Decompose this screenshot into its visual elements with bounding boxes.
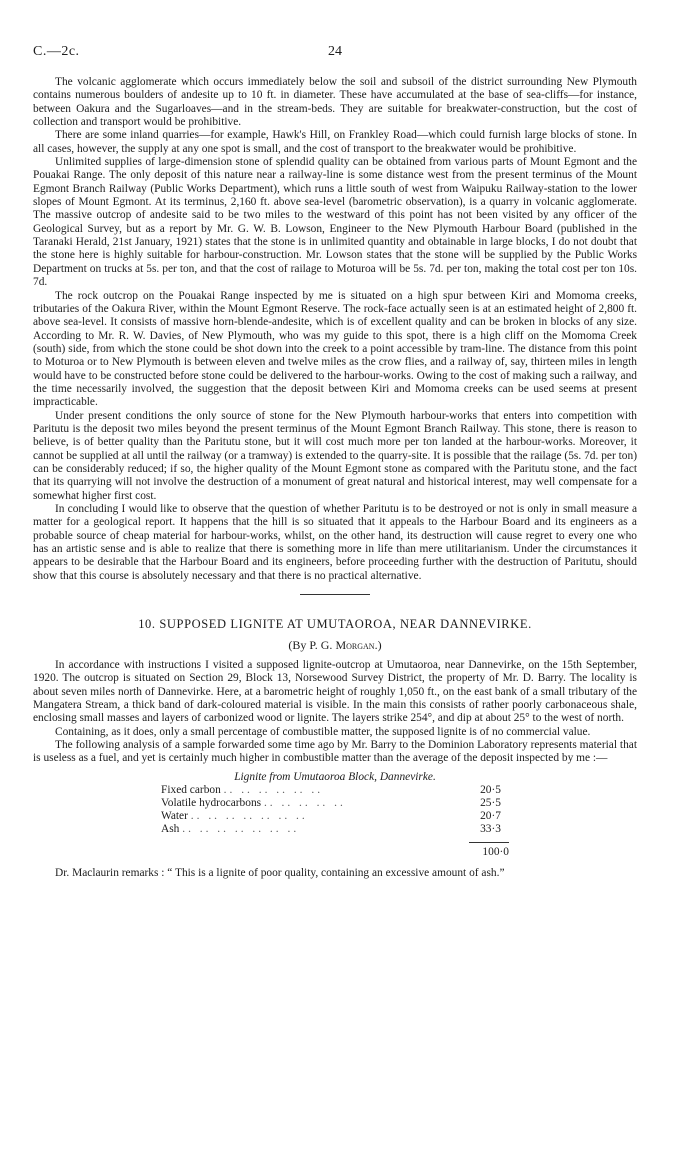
byline-author: Morgan xyxy=(335,638,375,653)
analysis-label: Water xyxy=(161,809,188,822)
analysis-value: 20·7 xyxy=(480,809,501,822)
paragraph-inland-quarries: There are some inland quarries—for example, Hawk's Hill, on Frankley Road—which could furnish large blocks of stone. In all cases, however, the supply at any one spot is small, and the cost of transport to the breakwater would be prohibitive. xyxy=(33,129,637,155)
table-row: Volatile hydrocarbons .. .. .. .. .. 25·5 xyxy=(161,796,501,809)
report-body-part2 xyxy=(33,659,637,766)
page-header xyxy=(33,44,637,66)
analysis-value: 25·5 xyxy=(480,796,501,809)
paragraph-conclusion: In concluding I would like to observe that the question of whether Paritutu is to be destroyed or not is only in small measure a matter for a geological report. It happens that the hill is so situated that it appeals to the Harbour Board and its engineers as a probable source of cheap material for harbour-works, whilst, on the other hand, its destruction will cause regret to every one who has an artistic sense and is able to realize that there is something more in life than mere utilitarianism. Under the circumstances it appears to be desirable that the Harbour Board and its engineers, before proceeding further with the destruction of Paritutu, should show that this course is absolutely necessary and that there is no practical alternative. xyxy=(33,503,637,582)
table-row: Fixed carbon .. .. .. .. .. .. 20·5 xyxy=(161,783,501,796)
table-row: Water .. .. .. .. .. .. .. 20·7 xyxy=(161,809,501,822)
analysis-value: 33·3 xyxy=(480,822,501,835)
section-byline xyxy=(33,638,637,653)
analysis-label: Ash xyxy=(161,822,180,835)
analysis-table xyxy=(161,784,501,836)
analysis-value: 20·5 xyxy=(480,783,501,796)
document-page xyxy=(33,44,637,880)
byline-suffix: .) xyxy=(374,638,382,653)
page-number: 24 xyxy=(328,44,342,59)
document-reference: C.—2c. xyxy=(33,44,80,59)
paragraph-commercial-value: Containing, as it does, only a small percentage of combustible matter, the supposed lignite is of no commercial value. xyxy=(55,725,591,738)
analysis-label: Fixed carbon xyxy=(161,783,221,796)
table-row: Ash .. .. .. .. .. .. .. 33·3 xyxy=(161,822,501,835)
paragraph-visit: In accordance with instructions I visited a supposed lignite-outcrop at Umutaoroa, near Dannevirke, on the 15th September, 1920. The outcrop is situated on Section 29, Block 13, Norsewood Survey District, the property of Mr. D. Barry. The locality is about seven miles north of Dannevirke. Here, at a barometric height of roughly 1,050 ft., on the east bank of a small tributary of the Mangatera Stream, a thick band of dark-coloured material is visible. In the main this consists of rather poorly carbonaceous shale, enclosing small masses and layers of carbonized wood or lignite. The layers strike 254°, and dip at about 25° to the west of north. xyxy=(33,659,637,725)
section-divider xyxy=(300,594,370,595)
analysis-caption: Lignite from Umutaoroa Block, Dannevirke. xyxy=(234,770,436,783)
paragraph-agglomerate: The volcanic agglomerate which occurs immediately below the soil and subsoil of the district surrounding New Plymouth contains numerous boulders of andesite up to 10 ft. in diameter. These have accumulated at the base of sea-cliffs—for instance, between Oakura and the Sugarloaves—and in the stream-beds. They are suitable for breakwater-construction, but the cost of collection and transport would be prohibitive. xyxy=(33,76,637,129)
paragraph-mount-egmont: Unlimited supplies of large-dimension stone of splendid quality can be obtained from various parts of Mount Egmont and the Pouakai Range. The only deposit of this nature near a railway-line is some distance west from the present terminus of the Mount Egmont Branch Railway (Public Works Department), which runs a little south of west from Waipuku Railway-station to the lower slopes of Mount Egmont. At its terminus, 2,160 ft. above sea-level (barometric observation), is a quarry in volcanic agglomerate. The massive outcrop of andesite said to be two miles to the westward of this point has not been visited by any officer of the Geological Survey, but as a report by Mr. G. W. B. Lowson, Engineer to the New Plymouth Harbour Board (published in the Taranaki Herald, 21st January, 1921) states that the stone is in unlimited quantity and obtainable in large blocks, I do not doubt that the stone here is highly suitable for harbour-construction. Mr. Lowson states that the stone will be supplied by the Public Works Department on trucks at 5s. per ton, and that the cost of railage to Moturoa will be 5s. 7d. per ton, making the total cost per ton 10s. 7d. xyxy=(33,156,637,289)
byline-prefix: (By P. G. xyxy=(288,638,333,653)
analysis-total: 100·0 xyxy=(482,845,509,858)
paragraph-present-conditions: Under present conditions the only source of stone for the New Plymouth harbour-works that enters into competition with Paritutu is the deposit two miles beyond the present terminus of the Mount Egmont Branch Railway. This stone, there is reason to believe, is of better quality than the Paritutu stone, but it will cost much more per ton landed at the harbour-works. Moreover, it cannot be supplied at all until the railway (or a tramway) is extended to the quarry-site. It is possible that the railage (5s. 7d. per ton) can be considerably reduced; if so, the higher quality of the Mount Egmont stone as compared with the Paritutu stone, and the fact that its quarrying will not involve the destruction of a monument of great natural and historical interest, may well compensate for a somewhat higher first cost. xyxy=(33,409,637,502)
paragraph-analysis-intro: The following analysis of a sample forwarded some time ago by Mr. Barry to the Dominion Laboratory represents material that is useless as a fuel, and yet is certainly much higher in combustible matter than the average of the deposit inspected by me :— xyxy=(33,739,637,765)
paragraph-remark: Dr. Maclaurin remarks : “ This is a lignite of poor quality, containing an excessive amount of ash.” xyxy=(55,866,505,879)
section-title: 10. SUPPOSED LIGNITE AT UMUTAOROA, NEAR DANNEVIRKE. xyxy=(138,617,532,632)
total-rule xyxy=(469,842,509,843)
paragraph-pouakai-outcrop: The rock outcrop on the Pouakai Range inspected by me is situated on a high spur between Kiri and Momoma creeks, tributaries of the Oakura River, within the Mount Egmont Reserve. The rock-face actually seen is at an estimated height of 2,800 ft. above sea-level. It consists of massive horn-blende-andesite, which is of excellent quality and can be broken in blocks of any size. According to Mr. R. W. Davies, of New Plymouth, who was my guide to this spot, there is a high cliff on the Momoma Creek (south) side, from which the stone could be shot down into the creek to a point accessible by tram-line. The distance from this point to Moturoa or to New Plymouth is between eleven and twelve miles as the crow flies, and a railway of, say, thirteen miles in length would have to be constructed before stone could be delivered to the harbour-works. Owing to the cost of making such a railway, and the time necessarily involved, the suggestion that the deposit between Kiri and Momoma creeks can be used seems at present impracticable. xyxy=(33,289,637,409)
analysis-label: Volatile hydrocarbons xyxy=(161,796,262,809)
report-body-part1 xyxy=(33,76,637,583)
